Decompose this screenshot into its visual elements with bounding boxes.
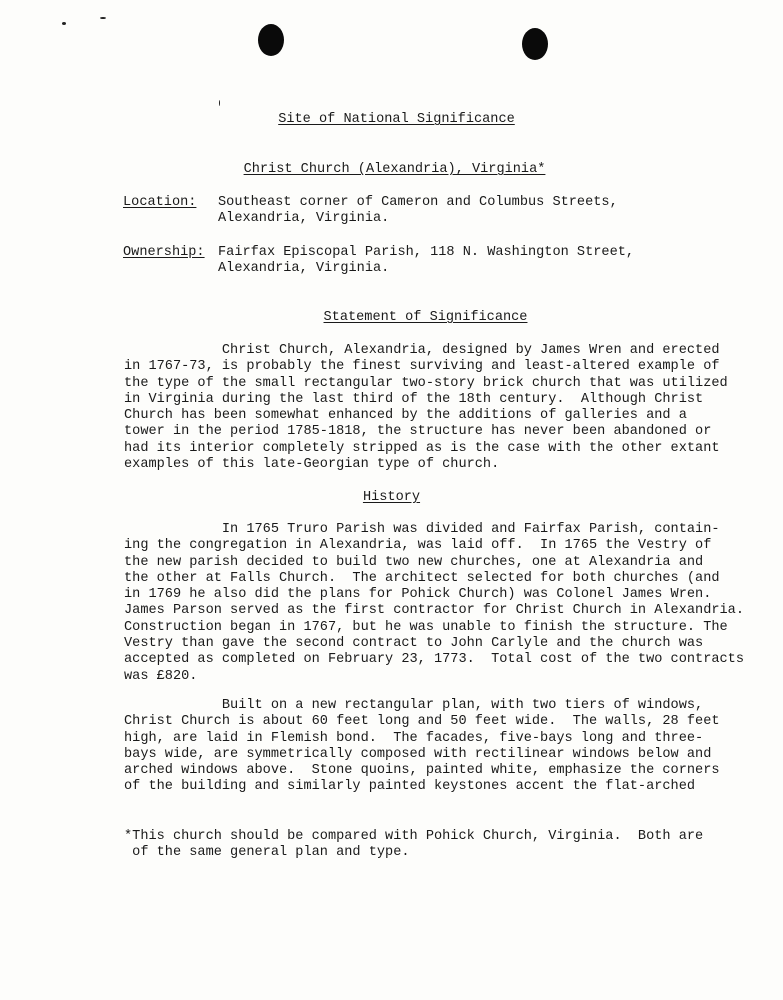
ownership-line-2: Alexandria, Virginia. (218, 261, 390, 276)
punch-hole-left (258, 24, 284, 56)
history-paragraph-1: In 1765 Truro Parish was divided and Fairfax Parish, contain- ing the congregation in Alexandria, was laid off. In 1765 the Vestry of the new parish decided to build two new churches, one at Alexandria and the other at Falls Church. The architect selected for both churches (and in 1769 he also did the plans for Pohick Church) was Colonel James Wren. James Parson served as the first contractor for Christ Church in Alexandria. Construction began in 1767, but he was unable to finish the structure. The Vestry than gave the second contract to John Carlyle and the church was accepted as completed on February 23, 1773. Total cost of the two contracts was £820. (124, 522, 744, 684)
statement-heading: Statement of Significance (323, 310, 528, 325)
statement-paragraph: Christ Church, Alexandria, designed by James Wren and erected in 1767-73, is probably the finest surviving and least-altered example of the type of the small rectangular two-story brick church that was utilized in Virginia during the last third of the 18th century. Although Christ Church has been somewhat enhanced by the additions of galleries and a tower in the period 1785-1818, the structure has never been abandoned or had its interior completely stripped as is the case with the other extant examples of this late-Georgian type of church. (124, 343, 728, 473)
page-title: Site of National Significance (278, 112, 515, 127)
punch-hole-right (522, 28, 548, 60)
footnote: *This church should be compared with Pohick Church, Virginia. Both are of the same general plan and type. (124, 829, 704, 861)
location-line-2: Alexandria, Virginia. (218, 211, 390, 226)
history-paragraph-2: Built on a new rectangular plan, with two tiers of windows, Christ Church is about 60 feet long and 50 feet wide. The walls, 28 feet high, are laid in Flemish bond. The facades, five-bays long and three- bays wide, are symmetrically composed with rectilinear windows below and arched windows above. Stone quoins, painted white, emphasize the corners of the building and similarly painted keystones accent the flat-arched (124, 698, 720, 795)
history-heading: History (362, 490, 421, 505)
scan-speck (62, 22, 66, 25)
scan-speck (219, 100, 220, 106)
location-label: Location: (123, 195, 197, 210)
ownership-label: Ownership: (123, 245, 205, 260)
location-line-1: Southeast corner of Cameron and Columbus Streets, (218, 195, 618, 210)
page-subtitle: Christ Church (Alexandria), Virginia* (243, 162, 546, 177)
scan-speck (100, 17, 106, 19)
ownership-line-1: Fairfax Episcopal Parish, 118 N. Washington Street, (218, 245, 635, 260)
